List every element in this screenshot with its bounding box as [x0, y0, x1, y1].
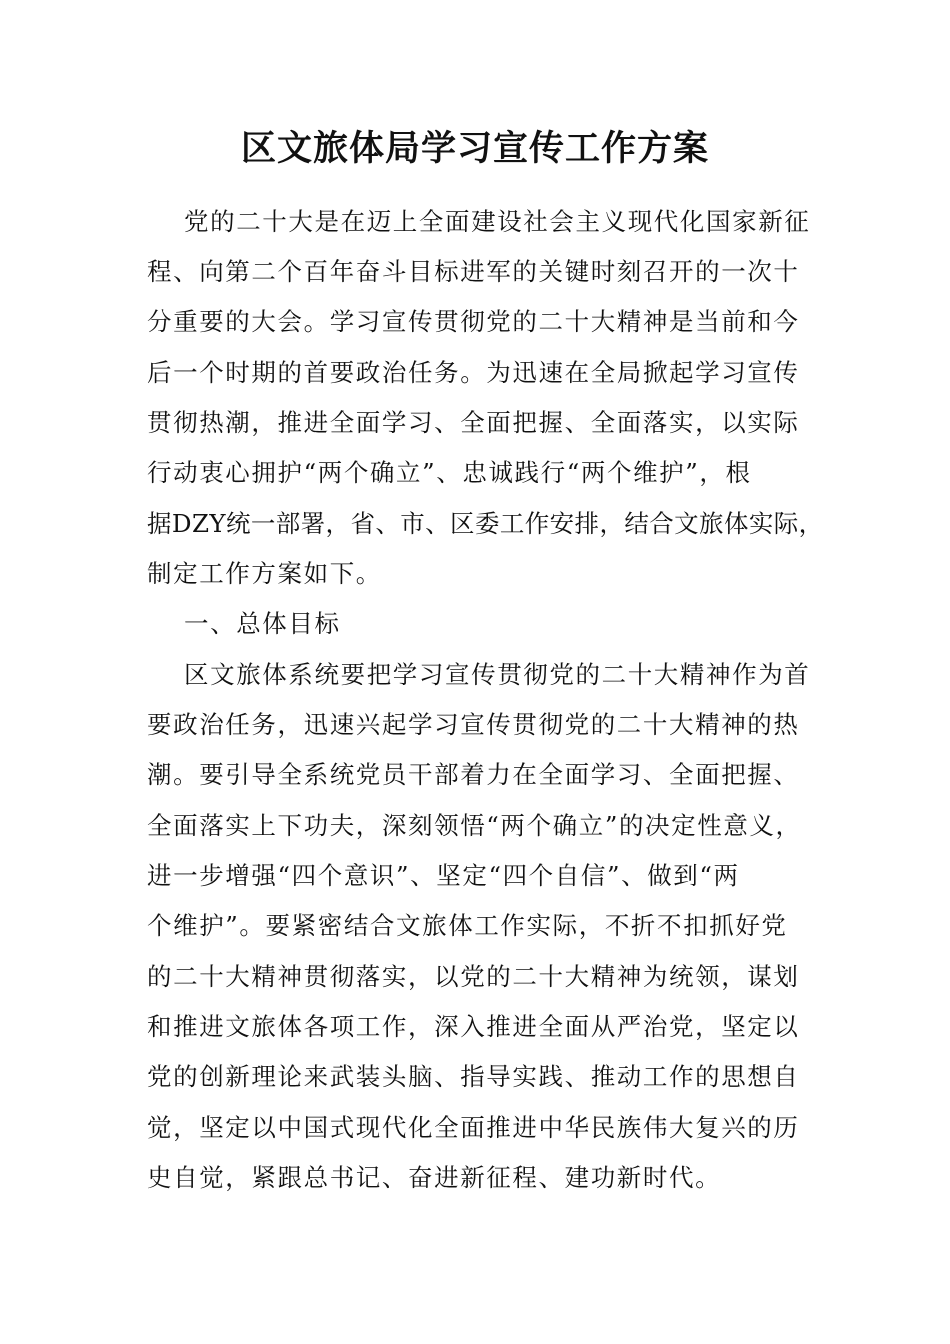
paragraph-line: 据DZY统一部署，省、市、区委工作安排，结合文旅体实际， — [147, 509, 824, 538]
paragraph-line: 潮。要引导全系统党员干部着力在全面学习、全面把握、 — [147, 760, 800, 789]
paragraph-line: 要政治任务，迅速兴起学习宣传贯彻党的二十大精神的热 — [147, 710, 800, 739]
document-title: 区文旅体局学习宣传工作方案 — [240, 128, 709, 169]
paragraph-line: 后一个时期的首要政治任务。为迅速在全局掀起学习宣传 — [147, 358, 800, 387]
paragraph-line: 史自觉，紧跟总书记、奋进新征程、建功新时代。 — [147, 1163, 722, 1192]
paragraph-line: 分重要的大会。学习宣传贯彻党的二十大精神是当前和今 — [147, 307, 800, 336]
paragraph-line: 和推进文旅体各项工作，深入推进全面从严治党，坚定以 — [147, 1012, 800, 1041]
paragraph-line: 区文旅体系统要把学习宣传贯彻党的二十大精神作为首 — [184, 660, 811, 689]
paragraph-line: 程、向第二个百年奋斗目标进军的关键时刻召开的一次十 — [147, 257, 800, 286]
paragraph-line: 行动衷心拥护“两个确立”、忠诚践行“两个维护”，根 — [147, 458, 752, 487]
paragraph-line: 个维护”。要紧密结合文旅体工作实际，不折不扣抓好党 — [147, 911, 788, 940]
paragraph-line: 党的二十大是在迈上全面建设社会主义现代化国家新征 — [184, 207, 811, 236]
section-heading: 一、总体目标 — [184, 609, 341, 638]
paragraph-line: 全面落实上下功夫，深刻领悟“两个确立”的决定性意义， — [147, 811, 802, 840]
paragraph-line: 的二十大精神贯彻落实，以党的二十大精神为统领，谋划 — [147, 962, 800, 991]
paragraph-line: 进一步增强“四个意识”、坚定“四个自信”、做到“两 — [147, 861, 740, 890]
paragraph-line: 贯彻热潮，推进全面学习、全面把握、全面落实，以实际 — [147, 408, 800, 437]
paragraph-line: 制定工作方案如下。 — [147, 559, 382, 588]
paragraph-line: 党的创新理论来武装头脑、指导实践、推动工作的思想自 — [147, 1062, 800, 1091]
paragraph-line: 觉，坚定以中国式现代化全面推进中华民族伟大复兴的历 — [147, 1113, 800, 1142]
